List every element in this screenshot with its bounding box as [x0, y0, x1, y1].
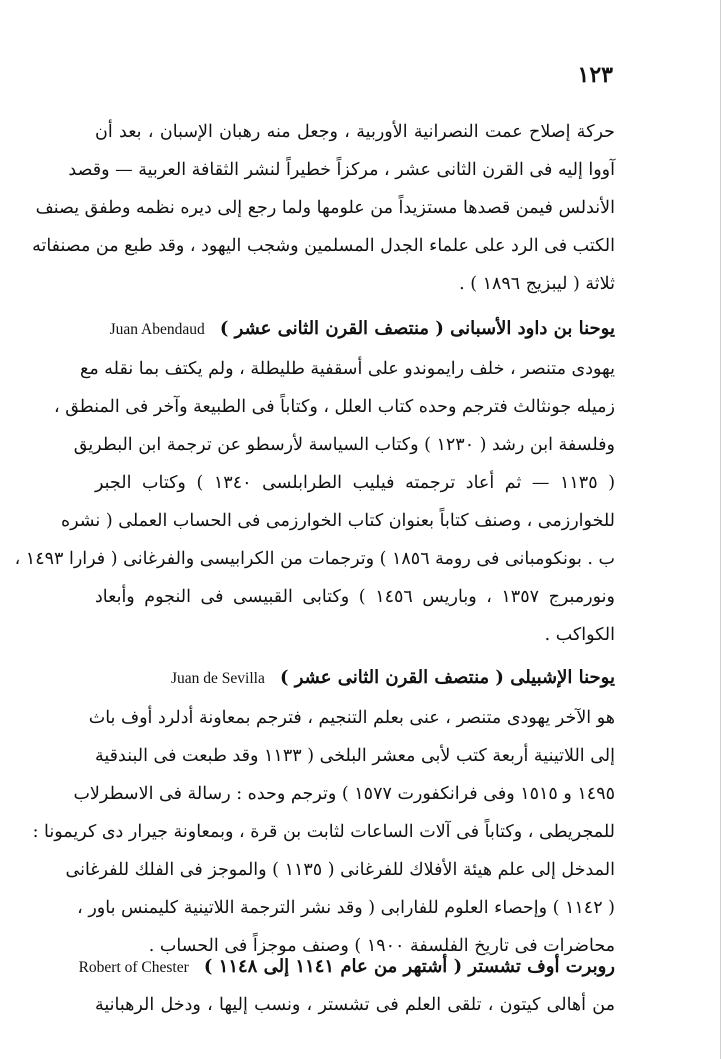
paragraph-line: إلى اللاتينية أربعة كتب لأبى معشر البلخى ( ١١٣٣ وقد طبعت فى البندقية: [95, 746, 615, 766]
paragraph-line: زميله جونثالث فترجم وحده كتاب العلل ، وكتاباً فى الطبيعة وآخر فى المنطق ،: [53, 397, 615, 417]
paragraph-line: هو الآخر يهودى متنصر ، عنى بعلم التنجيم ، فترجم بمعاونة أدلرد أوف باث: [88, 708, 615, 728]
section-heading-latin: Juan Abendaud: [109, 321, 205, 338]
paragraph-line: المدخل إلى علم هيئة الأفلاك للفرغانى ( ١١٣٥ ) والموجز فى الفلك للفرغانى: [65, 860, 615, 880]
paragraph-line: يهودى متنصر ، خلف رايموندو على أسقفية طليطلة ، ولم يكتف بما نقله مع: [80, 359, 615, 379]
section-heading-juan-de-sevilla: [95, 659, 615, 697]
paragraph-line: ١٤٩٥ و ١٥١٥ وفى فرانكفورت ١٥٧٧ ) وترجم وحده : رسالة فى الاسطرلاب: [73, 784, 615, 804]
section-heading-latin: Robert of Chester: [78, 959, 189, 976]
paragraph-line: ( ١١٣٥ — ثم أعاد ترجمته فيليب الطرابلسى ١٣٤٠ ) وكتاب الجبر: [95, 473, 616, 493]
section-heading-juan-abendaud: [95, 310, 615, 348]
paragraph-line: ب . بونكومبانى فى رومة ١٨٥٦ ) وترجمات من الكرابيسى والفرغانى ( فرارا ١٤٩٣ ،: [14, 549, 615, 569]
paragraph-line: الكواكب .: [544, 625, 615, 645]
paragraph-line: وفلسفة ابن رشد ( ١٢٣٠ ) وكتاب السياسة لأرسطو عن ترجمة ابن البطريق: [73, 435, 615, 455]
paragraph-line: آووا إليه فى القرن الثانى عشر ، مركزاً خطيراً لنشر الثقافة العربية — وقصد: [68, 160, 615, 180]
section-heading-robert-of-chester: [78, 948, 615, 986]
paragraph-line: للخوارزمى ، وصنف كتاباً بعنوان كتاب الخوارزمى فى الحساب العملى ( نشره: [60, 511, 615, 531]
paragraph-line: الكتب فى الرد على علماء الجدل المسلمين وشجب اليهود ، وقد طبع من مصنفاته: [32, 236, 615, 256]
paragraph-line: حركة إصلاح عمت النصرانية الأوربية ، وجعل منه رهبان الإسبان ، بعد أن: [95, 122, 615, 142]
paragraph-line: الأندلس فيمن قصدها مستزيداً من علومها ولما رجع إلى ديره نظمه وطفق يصنف: [35, 198, 615, 218]
paragraph-line: ونورمبرج ١٣٥٧ ، وباريس ١٤٥٦ ) وكتابى القبيسى فى النجوم وأبعاد: [95, 587, 615, 607]
paragraph-line: محاضرات فى تاريخ الفلسفة ١٩٠٠ ) وصنف موجزاً فى الحساب .: [148, 936, 615, 956]
section-heading-arabic: روبرت أوف تشستر ( أشتهر من عام ١١٤١ إلى ١١٤٨ ): [203, 956, 615, 977]
paragraph-line: من أهالى كيتون ، تلقى العلم فى تشستر ، ونسب إليها ، ودخل الرهبانية: [95, 995, 615, 1015]
paragraph-line: ثلاثة ( ليبزيج ١٨٩٦ ) .: [459, 274, 615, 294]
page-number: ١٢٣: [577, 62, 613, 88]
section-heading-arabic: يوحنا الإشبيلى ( منتصف القرن الثانى عشر ): [279, 667, 615, 688]
section-heading-latin: Juan de Sevilla: [171, 670, 265, 687]
paragraph-line: ( ١١٤٢ ) وإحصاء العلوم للفارابى ( وقد نشر الترجمة اللاتينية كليمنس باور ،: [77, 898, 615, 918]
section-heading-arabic: يوحنا بن داود الأسبانى ( منتصف القرن الثانى عشر ): [219, 318, 615, 339]
paragraph-line: للمجريطى ، وكتاباً فى آلات الساعات لثابت بن قرة ، وبمعاونة جيرار دى كريمونا :: [32, 822, 615, 842]
